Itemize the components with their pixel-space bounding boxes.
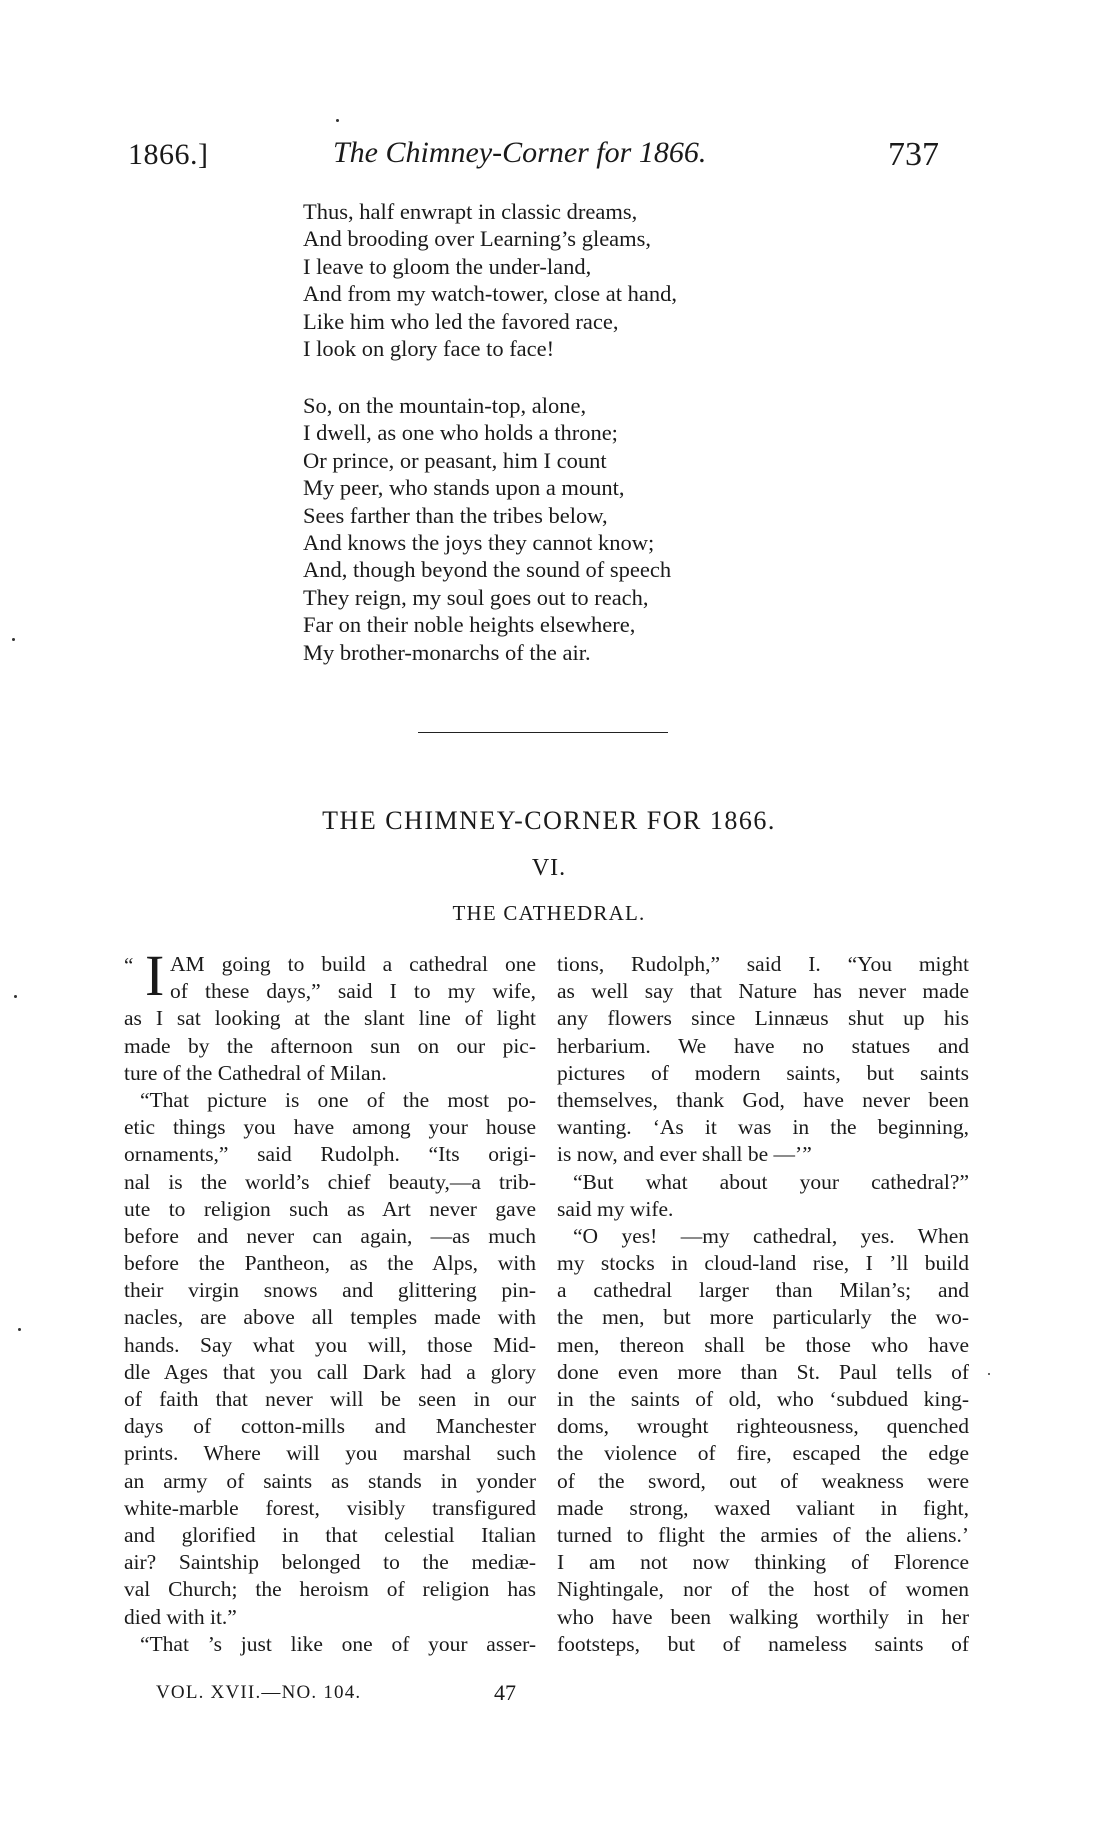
text-line: their virgin snows and glittering pin-	[124, 1278, 536, 1303]
text-line: any flowers since Linnæus shut up his	[557, 1006, 969, 1031]
text-line: of faith that never will be seen in our	[124, 1387, 536, 1412]
section-divider	[418, 732, 668, 733]
text-line: as I sat looking at the slant line of light	[124, 1006, 536, 1031]
text-line: the violence of fire, escaped the edge	[557, 1441, 969, 1466]
text-line: “That picture is one of the most po-	[140, 1087, 536, 1112]
text-line: done even more than St. Paul tells of	[557, 1359, 969, 1384]
print-speck	[18, 1328, 21, 1331]
text-line: I am not now thinking of Florence	[557, 1550, 969, 1575]
print-speck	[12, 638, 15, 641]
text-line: made strong, waxed valiant in fight,	[557, 1495, 969, 1520]
poem-stanza-1	[303, 198, 677, 362]
sheet-number: 47	[494, 1680, 516, 1705]
poem-line: And brooding over Learning’s gleams,	[303, 226, 652, 252]
poem-line: I look on glory face to face!	[303, 336, 555, 362]
poem-line: I dwell, as one who holds a throne;	[303, 420, 618, 446]
text-line: the men, but more particularly the wo-	[557, 1305, 969, 1330]
poem-line: And from my watch-tower, close at hand,	[303, 281, 677, 307]
text-line: tions, Rudolph,” said I. “You might	[557, 952, 969, 976]
text-line: men, thereon shall be those who have	[557, 1332, 969, 1357]
text-line: air? Saintship belonged to the mediæ-	[124, 1550, 536, 1575]
text-line: white-marble forest, visibly transfigured	[124, 1495, 536, 1520]
poem-line: Thus, half enwrapt in classic dreams,	[303, 199, 638, 224]
poem-line: I leave to gloom the under-land,	[303, 253, 592, 279]
text-line: and glorified in that celestial Italian	[124, 1522, 536, 1547]
text-line: of the sword, out of weakness were	[557, 1468, 969, 1493]
print-speck	[336, 119, 339, 122]
text-line: ornaments,” said Rudolph. “Its origi-	[124, 1142, 536, 1167]
article-title: THE CHIMNEY-CORNER FOR 1866.	[322, 806, 776, 835]
opening-quote: “	[124, 953, 134, 977]
running-header-title: The Chimney-Corner for 1866.	[333, 136, 707, 169]
text-line: my stocks in cloud-land rise, I ’ll build	[557, 1251, 969, 1276]
poem-line: Like him who led the favored race,	[303, 308, 619, 334]
text-line: made by the afternoon sun on our pic-	[124, 1033, 536, 1058]
text-line: as well say that Nature has never made	[557, 979, 969, 1004]
poem-line: And knows the joys they cannot know;	[303, 530, 655, 556]
running-header-year: 1866.]	[128, 138, 209, 171]
text-line: val Church; the heroism of religion has	[124, 1577, 536, 1602]
poem-line: My peer, who stands upon a mount,	[303, 475, 625, 501]
article-subtitle: THE CATHEDRAL.	[452, 901, 646, 925]
text-line: wanting. ‘As it was in the beginning,	[557, 1115, 969, 1140]
text-line: died with it.”	[124, 1604, 237, 1629]
poem-line: Sees farther than the tribes below,	[303, 502, 608, 528]
text-column-right	[557, 951, 969, 1658]
text-line: nal is the world’s chief beauty,—a trib-	[124, 1169, 536, 1194]
text-line: ute to religion such as Art never gave	[124, 1196, 536, 1221]
text-line: before and never can again, —as much	[124, 1223, 536, 1248]
text-line: “But what about your cathedral?”	[573, 1169, 969, 1194]
poem-line: Or prince, or peasant, him I count	[303, 447, 607, 473]
poem-line: Far on their noble heights elsewhere,	[303, 612, 636, 638]
text-line: herbarium. We have no statues and	[557, 1033, 969, 1058]
text-line: etic things you have among your house	[124, 1115, 536, 1140]
text-line: before the Pantheon, as the Alps, with	[124, 1251, 536, 1276]
text-line: Nightingale, nor of the host of women	[557, 1577, 969, 1602]
poem-line: My brother-monarchs of the air.	[303, 639, 591, 665]
text-line: in the saints of old, who ‘subdued king-	[557, 1387, 969, 1412]
poem-line: And, though beyond the sound of speech	[303, 557, 672, 583]
text-line: hands. Say what you will, those Mid-	[124, 1332, 536, 1357]
text-line: footsteps, but of nameless saints of	[557, 1631, 969, 1656]
text-line: doms, wrought righteousness, quenched	[557, 1414, 969, 1439]
text-line: ture of the Cathedral of Milan.	[124, 1060, 387, 1085]
text-line: AM going to build a cathedral one	[170, 952, 536, 976]
text-line: nacles, are above all temples made with	[124, 1305, 536, 1330]
text-line: themselves, thank God, have never been	[557, 1087, 969, 1112]
text-line: said my wife.	[557, 1196, 674, 1221]
text-line: “O yes! —my cathedral, yes. When	[573, 1223, 969, 1248]
text-line: prints. Where will you marshal such	[124, 1441, 536, 1466]
drop-cap: I	[145, 943, 165, 1008]
poem-line: They reign, my soul goes out to reach,	[303, 584, 649, 610]
poem-line: So, on the mountain-top, alone,	[303, 393, 587, 418]
text-line: an army of saints as stands in yonder	[124, 1468, 536, 1493]
text-line: of these days,” said I to my wife,	[170, 979, 536, 1004]
print-speck	[14, 995, 17, 998]
text-line: days of cotton-mills and Manchester	[124, 1414, 536, 1439]
page-number: 737	[888, 136, 939, 173]
volume-signature: VOL. XVII.—NO. 104.	[156, 1682, 362, 1703]
article-number: VI.	[531, 855, 567, 881]
text-column-left	[124, 943, 536, 1658]
text-line: turned to flight the armies of the aliens.’	[557, 1522, 969, 1547]
text-line: “That ’s just like one of your asser-	[140, 1631, 536, 1656]
text-line: a cathedral larger than Milan’s; and	[557, 1278, 969, 1303]
print-speck	[988, 1373, 990, 1375]
text-line: who have been walking worthily in her	[557, 1604, 969, 1629]
text-line: is now, and ever shall be —’”	[557, 1142, 812, 1167]
text-line: dle Ages that you call Dark had a glory	[124, 1359, 536, 1384]
opening-paragraph-start	[124, 943, 536, 1008]
text-line: pictures of modern saints, but saints	[557, 1060, 969, 1085]
poem-stanza-2	[303, 392, 671, 666]
